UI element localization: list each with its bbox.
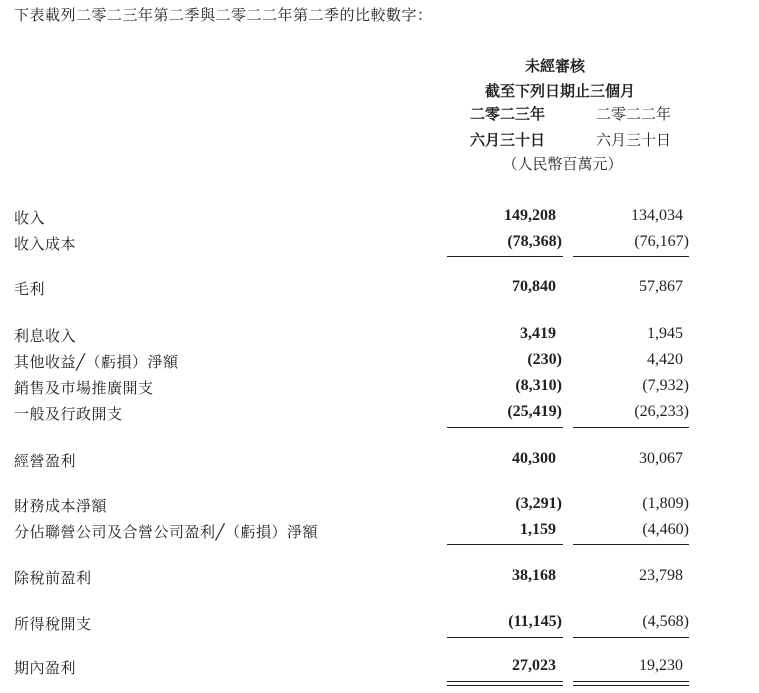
value-current-revenue: 149,208 <box>504 207 556 224</box>
value-current-share-of-associates: 1,159 <box>520 521 556 538</box>
subtotal-rule-prior-2 <box>573 427 689 428</box>
subtotal-rule-prior-4 <box>573 637 689 638</box>
header-unaudited: 未經審核 <box>524 57 585 75</box>
value-prior-interest-income: 1,945 <box>647 325 683 342</box>
row-label-gross-profit: 毛利 <box>14 280 46 298</box>
intro-text: 下表載列二零二三年第二季與二零二二年第二季的比較數字： <box>14 6 433 24</box>
header-year-current: 二零二三年 <box>469 105 545 123</box>
value-prior-finance-costs: (1,809) <box>642 495 689 512</box>
value-prior-share-of-associates: (4,460) <box>642 521 689 538</box>
row-label-cost-of-revenue: 收入成本 <box>14 235 77 253</box>
header-period: 截至下列日期止三個月 <box>484 82 635 100</box>
subtotal-rule-current-1 <box>447 256 563 257</box>
value-current-income-tax: (11,145) <box>508 613 562 630</box>
value-current-selling-marketing: (8,310) <box>515 377 562 394</box>
value-prior-general-admin: (26,233) <box>634 403 689 420</box>
row-label-interest-income: 利息收入 <box>14 327 77 345</box>
total-double-rule-current-top <box>447 681 563 682</box>
row-label-revenue: 收入 <box>14 209 46 227</box>
value-current-general-admin: (25,419) <box>507 403 562 420</box>
subtotal-rule-current-4 <box>447 637 563 638</box>
value-prior-selling-marketing: (7,932) <box>642 377 689 394</box>
row-label-share-of-associates: 分佔聯營公司及合營公司盈利╱（虧損）淨額 <box>14 523 319 541</box>
row-label-finance-costs: 財務成本淨額 <box>14 497 108 515</box>
row-label-operating-profit: 經營盈利 <box>14 452 77 470</box>
value-current-interest-income: 3,419 <box>520 325 556 342</box>
value-prior-cost-of-revenue: (76,167) <box>634 233 689 250</box>
subtotal-rule-current-2 <box>447 427 563 428</box>
header-date-prior: 六月三十日 <box>595 131 671 149</box>
value-prior-profit-for-period: 19,230 <box>639 657 683 674</box>
header-year-prior: 二零二二年 <box>595 105 671 123</box>
value-current-other-gains-losses: (230) <box>527 351 562 368</box>
value-prior-profit-before-tax: 23,798 <box>639 567 683 584</box>
row-label-selling-marketing: 銷售及市場推廣開支 <box>14 379 154 397</box>
header-date-current: 六月三十日 <box>469 131 545 149</box>
value-current-finance-costs: (3,291) <box>515 495 562 512</box>
value-prior-other-gains-losses: 4,420 <box>647 351 683 368</box>
value-current-profit-before-tax: 38,168 <box>512 567 556 584</box>
value-current-profit-for-period: 27,023 <box>512 657 556 674</box>
value-prior-operating-profit: 30,067 <box>639 450 683 467</box>
subtotal-rule-prior-3 <box>573 544 689 545</box>
row-label-profit-for-period: 期內盈利 <box>14 659 77 677</box>
total-double-rule-prior-bottom <box>573 685 689 686</box>
value-prior-revenue: 134,034 <box>631 207 683 224</box>
value-prior-income-tax: (4,568) <box>642 613 689 630</box>
total-double-rule-prior-top <box>573 681 689 682</box>
value-prior-gross-profit: 57,867 <box>639 278 683 295</box>
row-label-profit-before-tax: 除稅前盈利 <box>14 569 92 587</box>
subtotal-rule-current-3 <box>447 544 563 545</box>
value-current-operating-profit: 40,300 <box>512 450 556 467</box>
subtotal-rule-prior-1 <box>573 256 689 257</box>
row-label-income-tax: 所得稅開支 <box>14 615 92 633</box>
header-unit: （人民幣百萬元） <box>502 155 623 173</box>
row-label-general-admin: 一般及行政開支 <box>14 405 123 423</box>
value-current-cost-of-revenue: (78,368) <box>507 233 562 250</box>
value-current-gross-profit: 70,840 <box>512 278 556 295</box>
row-label-other-gains-losses: 其他收益╱（虧損）淨額 <box>14 353 179 371</box>
total-double-rule-current-bottom <box>447 685 563 686</box>
